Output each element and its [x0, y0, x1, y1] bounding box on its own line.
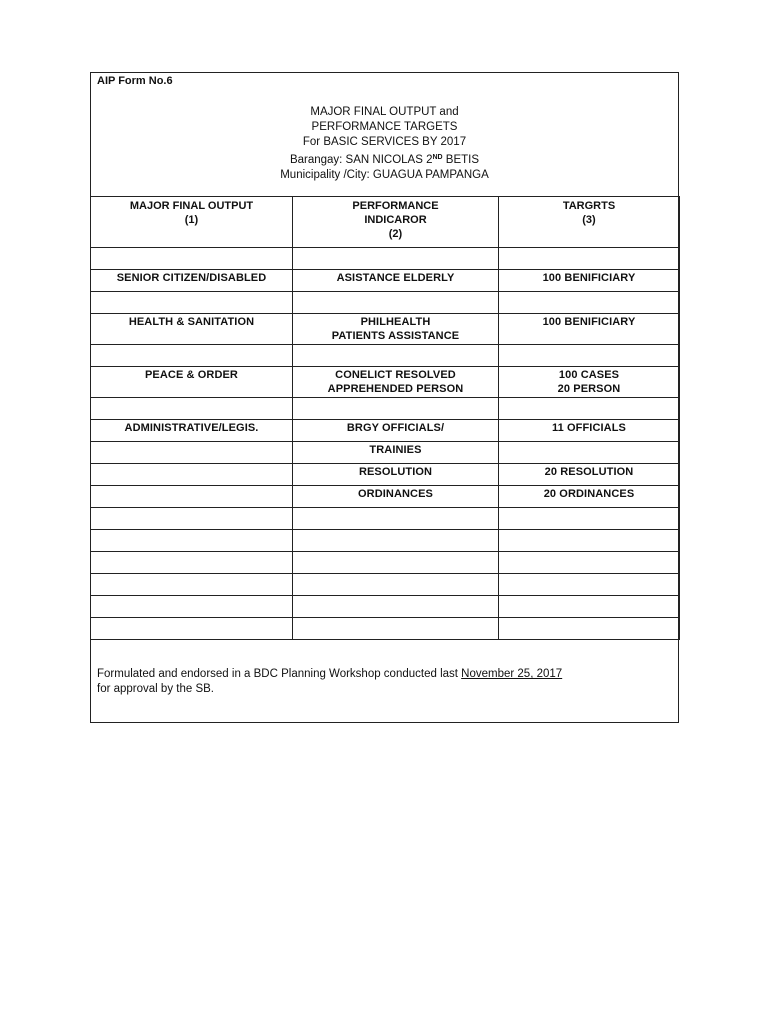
- cell-text: SENIOR CITIZEN/DISABLED: [116, 272, 267, 284]
- indicator-cell: [293, 398, 499, 420]
- table-row: [91, 508, 680, 530]
- output-cell: [91, 345, 293, 367]
- indicator-cell: [293, 530, 499, 552]
- indicator-cell: [293, 464, 499, 486]
- indicator-cell: [293, 345, 499, 367]
- target-cell: [499, 314, 680, 345]
- output-cell: [91, 574, 293, 596]
- barangay-sup: ND: [432, 154, 443, 161]
- targets-table: [90, 196, 680, 640]
- output-cell: [91, 248, 293, 270]
- aip-form: [90, 72, 679, 723]
- output-cell: [91, 420, 293, 442]
- table-row: [91, 618, 680, 640]
- heading-line3: For BASIC SERVICES BY 2017: [302, 136, 467, 148]
- target-cell: [499, 345, 680, 367]
- cell-text: APPREHENDED PERSON: [327, 383, 464, 395]
- indicator-cell: [293, 574, 499, 596]
- output-cell: [91, 398, 293, 420]
- indicator-cell: [293, 270, 499, 292]
- output-cell: [91, 292, 293, 314]
- table-row: [91, 552, 680, 574]
- cell-text: CONELICT RESOLVED: [335, 369, 456, 381]
- target-cell: [499, 442, 680, 464]
- table-row: [91, 420, 680, 442]
- table-row: [91, 574, 680, 596]
- indicator-cell: [293, 596, 499, 618]
- target-cell: [499, 292, 680, 314]
- workshop-date: November 25, 2017: [461, 668, 563, 680]
- output-cell: [91, 552, 293, 574]
- output-cell: [91, 367, 293, 398]
- cell-text: ORDINANCES: [358, 488, 433, 500]
- table-row: [91, 398, 680, 420]
- cell-text: 20 ORDINANCES: [543, 488, 635, 500]
- output-cell: [91, 530, 293, 552]
- cell-text: 100 CASES: [558, 369, 620, 381]
- footer-note: [97, 667, 562, 697]
- form-heading: [91, 105, 678, 183]
- table-row: [91, 367, 680, 398]
- footer-text: Formulated and endorsed in a BDC Planning Workshop conducted last: [97, 668, 462, 680]
- cell-text: 11 OFFICIALS: [552, 422, 626, 434]
- indicator-cell: [293, 508, 499, 530]
- table-row: [91, 248, 680, 270]
- barangay-label: Barangay: SAN NICOLAS 2: [289, 154, 433, 166]
- target-cell: [499, 530, 680, 552]
- output-cell: [91, 442, 293, 464]
- indicator-cell: [293, 486, 499, 508]
- target-cell: [499, 618, 680, 640]
- target-cell: [499, 420, 680, 442]
- form-id: AIP Form No.6: [97, 75, 173, 87]
- cell-text: 20 RESOLUTION: [544, 466, 634, 478]
- heading-line2: PERFORMANCE TARGETS: [311, 121, 458, 133]
- target-cell: [499, 367, 680, 398]
- cell-text: HEALTH & SANITATION: [128, 316, 255, 328]
- table-header-row: [91, 197, 680, 248]
- table-row: [91, 464, 680, 486]
- indicator-cell: [293, 552, 499, 574]
- heading-line1: MAJOR FINAL OUTPUT and: [310, 106, 459, 118]
- cell-text: TRAINIES: [369, 444, 422, 456]
- output-cell: [91, 508, 293, 530]
- target-cell: [499, 398, 680, 420]
- table-body: [91, 248, 680, 640]
- target-cell: [499, 248, 680, 270]
- municipality-line: Municipality /City: GUAGUA PAMPANGA: [280, 169, 489, 181]
- target-cell: [499, 508, 680, 530]
- cell-text: 100 BENIFICIARY: [542, 272, 636, 284]
- indicator-cell: [293, 314, 499, 345]
- column-header-indicator: PERFORMANCE INDICAROR (2): [293, 197, 499, 248]
- cell-text: BRGY OFFICIALS/: [346, 422, 445, 434]
- barangay-suffix: BETIS: [442, 154, 480, 166]
- cell-text: PATIENTS ASSISTANCE: [331, 330, 460, 342]
- column-header-output: MAJOR FINAL OUTPUT (1): [91, 197, 293, 248]
- target-cell: [499, 552, 680, 574]
- cell-text: PHILHEALTH: [360, 316, 431, 328]
- indicator-cell: [293, 367, 499, 398]
- indicator-cell: [293, 442, 499, 464]
- indicator-cell: [293, 292, 499, 314]
- table-row: [91, 486, 680, 508]
- output-cell: [91, 618, 293, 640]
- indicator-cell: [293, 618, 499, 640]
- cell-text: 100 BENIFICIARY: [542, 316, 636, 328]
- output-cell: [91, 596, 293, 618]
- cell-text: 20 PERSON: [557, 383, 621, 395]
- cell-text: RESOLUTION: [358, 466, 433, 478]
- target-cell: [499, 270, 680, 292]
- footer-line1: [97, 667, 562, 682]
- target-cell: [499, 464, 680, 486]
- footer-line2: for approval by the SB.: [97, 683, 214, 695]
- indicator-cell: [293, 248, 499, 270]
- table-row: [91, 292, 680, 314]
- output-cell: [91, 270, 293, 292]
- target-cell: [499, 574, 680, 596]
- table-row: [91, 596, 680, 618]
- output-cell: [91, 314, 293, 345]
- table-row: [91, 345, 680, 367]
- output-cell: [91, 464, 293, 486]
- target-cell: [499, 486, 680, 508]
- barangay-line: [91, 150, 678, 168]
- cell-text: ASISTANCE ELDERLY: [336, 272, 455, 284]
- indicator-cell: [293, 420, 499, 442]
- table-row: [91, 442, 680, 464]
- table-row: [91, 270, 680, 292]
- cell-text: PEACE & ORDER: [145, 369, 238, 381]
- table-row: [91, 314, 680, 345]
- target-cell: [499, 596, 680, 618]
- output-cell: [91, 486, 293, 508]
- column-header-targets: TARGRTS (3): [499, 197, 680, 248]
- table-row: [91, 530, 680, 552]
- cell-text: ADMINISTRATIVE/LEGIS.: [124, 422, 259, 434]
